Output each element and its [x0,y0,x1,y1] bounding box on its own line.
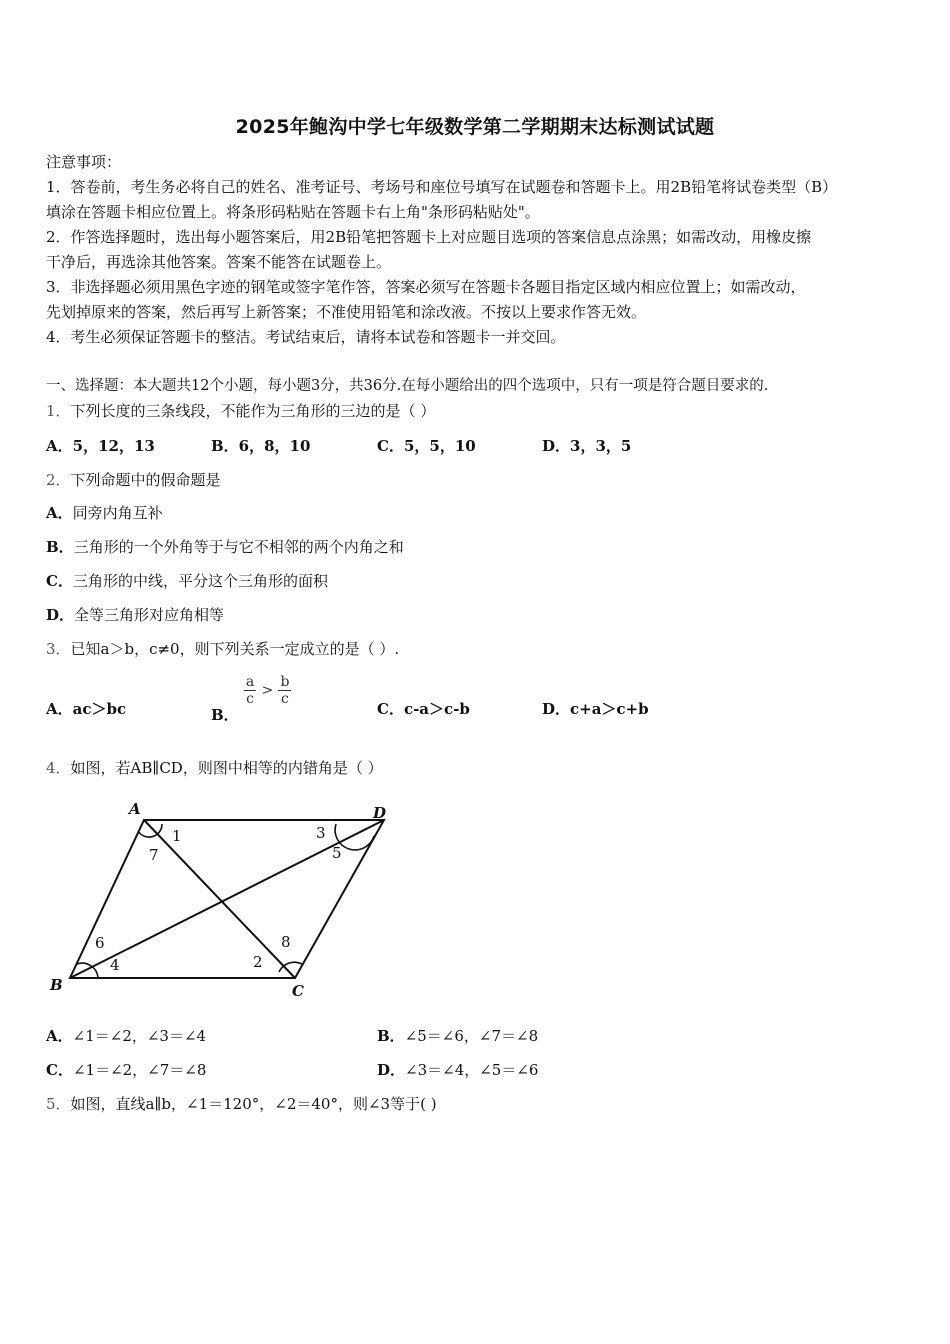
question-stem: 下列长度的三条线段，不能作为三角形的三边的是（ ） [70,402,436,420]
angle-label-6: 6 [95,934,105,952]
option-text: 全等三角形对应角相等 [74,606,225,624]
notice-heading: 注意事项： [46,153,122,171]
question-4 [46,758,383,778]
question-stem: 如图，直线a∥b，∠1＝120°，∠2＝40°，则∠3等于( ) [70,1095,437,1113]
option-text: ∠1＝∠2，∠7＝∠8 [72,1061,207,1079]
option-b[interactable] [46,537,404,557]
option-a[interactable] [46,1026,206,1046]
section-heading: 一、选择题：本大题共12个小题，每小题3分，共36分.在每小题给出的四个选项中，只有一项是符合题目要求的. [46,378,769,394]
option-label: B． [211,705,239,724]
question-number: 1． [46,402,71,420]
notice-line: 1．答卷前，考生务必将自己的姓名、准考证号、考场号和座位号填写在试题卷和答题卡上。用2B铅笔将试卷类型（B） [46,178,838,196]
option-label: C． [46,572,73,590]
notice-line: 干净后，再选涂其他答案。答案不能答在试题卷上。 [46,253,392,271]
option-text: 三角形的一个外角等于与它不相邻的两个内角之和 [73,538,404,556]
option-label: D． [46,606,75,624]
notice-line: 2．作答选择题时，选出每小题答案后，用2B铅笔把答题卡上对应题目选项的答案信息点涂黑；如需改动，用橡皮擦 [46,228,812,246]
fraction-b-over-c: $\frac{b}{c}$ [280,674,290,707]
option-label: A． [46,504,73,522]
notice-line: 3．非选择题必须用黑色字迹的钢笔或签字笔作答，答案必须写在答题卡各题目指定区域内相应位置上；如需改动， [46,278,806,296]
option-text: 三角形的中线，平分这个三角形的面积 [72,572,328,590]
option-d[interactable]: D．3，3，5 [542,437,632,455]
option-d[interactable] [46,605,224,625]
question-number: 2． [46,471,71,489]
page-title: 2025年鲍沟中学七年级数学第二学期期末达标测试试题 [235,116,715,138]
vertex-label-d: D [373,804,387,822]
question-1 [46,401,435,421]
angle-label-3: 3 [316,824,326,842]
vertex-label-b: B [50,976,63,994]
option-label: C． [46,1061,73,1079]
question-stem: 如图，若AB∥CD，则图中相等的内错角是（ ） [70,759,383,777]
option-b[interactable]: B．6，8，10 [211,437,311,455]
angle-label-1: 1 [172,827,182,845]
notice-line: 4．考生必须保证答题卡的整洁。考试结束后，请将本试卷和答题卡一并交回。 [46,328,566,346]
question-3 [46,639,399,659]
question-2 [46,470,221,490]
question-number: 5． [46,1095,71,1113]
fraction-a-over-c: $\frac{a}{c}$ [245,674,255,707]
angle-label-4: 4 [110,956,120,974]
option-label: B． [377,1027,405,1045]
option-a[interactable] [46,503,163,523]
question-stem: 下列命题中的假命题是 [70,471,221,489]
notice-line: 填涂在答题卡相应位置上。将条形码粘贴在答题卡右上角"条形码粘贴处"。 [46,203,540,221]
greater-than-sign: > [261,682,274,699]
question-number: 3． [46,640,71,658]
option-c[interactable]: C．5，5，10 [377,437,476,455]
vertex-label-c: C [292,982,304,1000]
option-d[interactable] [377,1060,538,1080]
option-a[interactable]: A．ac＞bc [46,700,127,718]
question-number: 4． [46,759,71,777]
option-label: B． [46,538,74,556]
option-text: 同旁内角互补 [72,504,163,522]
angle-label-7: 7 [149,846,159,864]
option-b[interactable] [377,1026,538,1046]
vertex-label-a: A [129,800,141,818]
parallelogram-figure [44,796,404,1006]
question-5 [46,1094,437,1114]
option-b[interactable] [211,674,291,724]
option-text: ∠3＝∠4，∠5＝∠6 [405,1061,539,1079]
option-c[interactable] [46,571,328,591]
angle-label-5: 5 [332,844,342,862]
angle-label-8: 8 [281,933,291,951]
option-d[interactable]: D．c+a＞c+b [542,700,649,718]
notice-line: 先划掉原来的答案，然后再写上新答案；不准使用铅笔和涂改液。不按以上要求作答无效。 [46,303,647,321]
option-text: ∠1＝∠2，∠3＝∠4 [72,1027,207,1045]
option-label: D． [377,1061,406,1079]
diagonal-ac [144,820,295,978]
option-text: ∠5＝∠6，∠7＝∠8 [404,1027,539,1045]
question-stem: 已知a＞b，c≠0，则下列关系一定成立的是（ ）. [70,640,400,658]
option-c[interactable]: C．c-a＞c-b [377,700,470,718]
option-c[interactable] [46,1060,206,1080]
option-a[interactable]: A．5，12，13 [46,437,155,455]
angle-label-2: 2 [253,953,263,971]
option-label: A． [46,1027,73,1045]
